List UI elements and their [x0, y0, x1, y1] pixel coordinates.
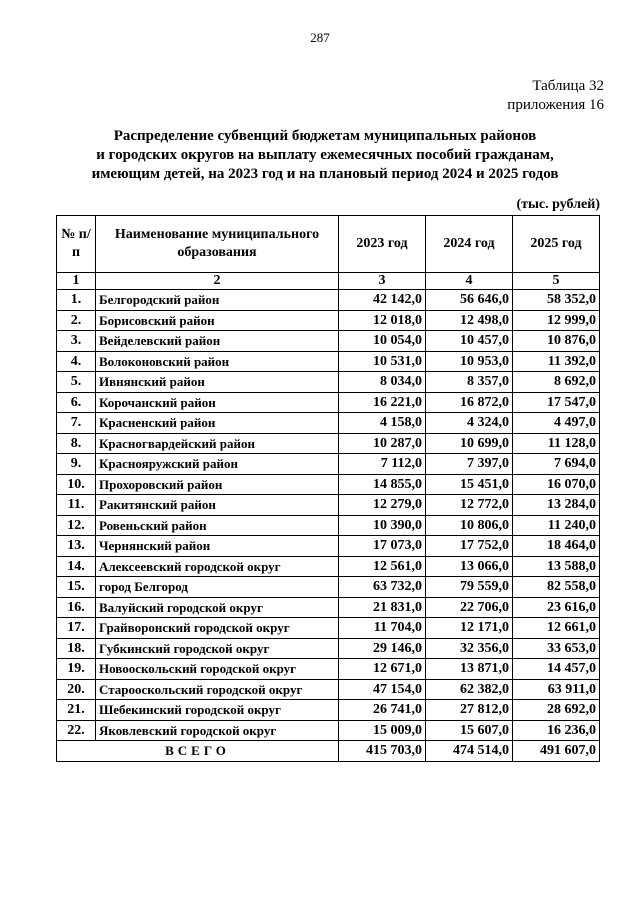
table-row	[57, 413, 600, 434]
value-2023: 12 671,0	[339, 659, 426, 680]
municipality-name: Вейделевский район	[96, 331, 339, 352]
value-2024: 22 706,0	[426, 597, 513, 618]
value-2024: 12 498,0	[426, 310, 513, 331]
municipality-name: Грайворонский городской округ	[96, 618, 339, 639]
row-number: 22.	[57, 720, 96, 741]
value-2025: 8 692,0	[513, 372, 600, 393]
row-number: 5.	[57, 372, 96, 393]
row-number: 14.	[57, 556, 96, 577]
value-2023: 26 741,0	[339, 700, 426, 721]
value-2023: 42 142,0	[339, 290, 426, 311]
value-2025: 13 284,0	[513, 495, 600, 516]
value-2023: 4 158,0	[339, 413, 426, 434]
table-ref-line-2: приложения 16	[507, 97, 604, 113]
row-number: 9.	[57, 454, 96, 475]
value-2024: 13 066,0	[426, 556, 513, 577]
value-2025: 4 497,0	[513, 413, 600, 434]
row-number: 6.	[57, 392, 96, 413]
table-row	[57, 351, 600, 372]
table-row	[57, 679, 600, 700]
municipality-name: Алексеевский городской округ	[96, 556, 339, 577]
table-row	[57, 597, 600, 618]
table-reference	[507, 77, 604, 115]
header-2023: 2023 год	[339, 216, 426, 273]
table-row	[57, 454, 600, 475]
table-row	[57, 372, 600, 393]
municipality-name: Ивнянский район	[96, 372, 339, 393]
table-row	[57, 700, 600, 721]
column-number: 1	[57, 273, 96, 290]
value-2024: 10 806,0	[426, 515, 513, 536]
table-row	[57, 536, 600, 557]
value-2024: 7 397,0	[426, 454, 513, 475]
table-row	[57, 290, 600, 311]
value-2023: 21 831,0	[339, 597, 426, 618]
value-2024: 56 646,0	[426, 290, 513, 311]
value-2023: 14 855,0	[339, 474, 426, 495]
row-number: 13.	[57, 536, 96, 557]
column-number: 3	[339, 273, 426, 290]
table-ref-line-1: Таблица 32	[532, 78, 604, 94]
value-2023: 7 112,0	[339, 454, 426, 475]
value-2023: 16 221,0	[339, 392, 426, 413]
municipality-name: Борисовский район	[96, 310, 339, 331]
column-number: 4	[426, 273, 513, 290]
title-line-2: и городских округов на выплату ежемесячных пособий гражданам,	[96, 147, 554, 163]
value-2023: 12 561,0	[339, 556, 426, 577]
value-2025: 16 070,0	[513, 474, 600, 495]
municipality-name: Губкинский городской округ	[96, 638, 339, 659]
value-2025: 63 911,0	[513, 679, 600, 700]
row-number: 16.	[57, 597, 96, 618]
row-number: 4.	[57, 351, 96, 372]
total-value-2024: 474 514,0	[426, 741, 513, 762]
value-2023: 47 154,0	[339, 679, 426, 700]
municipality-name: Старооскольский городской округ	[96, 679, 339, 700]
value-2025: 23 616,0	[513, 597, 600, 618]
total-row	[57, 741, 600, 762]
value-2023: 63 732,0	[339, 577, 426, 598]
value-2025: 82 558,0	[513, 577, 600, 598]
total-value-2025: 491 607,0	[513, 741, 600, 762]
title-line-1: Распределение субвенций бюджетам муниципальных районов	[113, 128, 537, 144]
value-2024: 13 871,0	[426, 659, 513, 680]
table-row	[57, 310, 600, 331]
row-number: 8.	[57, 433, 96, 454]
value-2025: 11 240,0	[513, 515, 600, 536]
municipality-name: Красногвардейский район	[96, 433, 339, 454]
value-2025: 18 464,0	[513, 536, 600, 557]
value-2023: 11 704,0	[339, 618, 426, 639]
value-2023: 12 018,0	[339, 310, 426, 331]
value-2024: 10 699,0	[426, 433, 513, 454]
table-row	[57, 638, 600, 659]
header-name: Наименование муниципального образования	[96, 216, 339, 273]
header-2025: 2025 год	[513, 216, 600, 273]
municipality-name: Ровеньский район	[96, 515, 339, 536]
row-number: 17.	[57, 618, 96, 639]
value-2024: 17 752,0	[426, 536, 513, 557]
table-row	[57, 577, 600, 598]
value-2024: 15 607,0	[426, 720, 513, 741]
value-2024: 32 356,0	[426, 638, 513, 659]
value-2023: 15 009,0	[339, 720, 426, 741]
table-row	[57, 433, 600, 454]
value-2025: 12 999,0	[513, 310, 600, 331]
municipality-name: Новооскольский городской округ	[96, 659, 339, 680]
value-2024: 10 457,0	[426, 331, 513, 352]
table-row	[57, 392, 600, 413]
subsidy-table	[56, 215, 600, 762]
row-number: 10.	[57, 474, 96, 495]
column-number: 2	[96, 273, 339, 290]
value-2024: 8 357,0	[426, 372, 513, 393]
value-2025: 17 547,0	[513, 392, 600, 413]
value-2025: 16 236,0	[513, 720, 600, 741]
value-2023: 10 054,0	[339, 331, 426, 352]
municipality-name: Чернянский район	[96, 536, 339, 557]
table-row	[57, 618, 600, 639]
row-number: 2.	[57, 310, 96, 331]
column-number: 5	[513, 273, 600, 290]
value-2024: 10 953,0	[426, 351, 513, 372]
value-2023: 29 146,0	[339, 638, 426, 659]
header-2024: 2024 год	[426, 216, 513, 273]
value-2024: 12 171,0	[426, 618, 513, 639]
municipality-name: Шебекинский городской округ	[96, 700, 339, 721]
value-2023: 10 531,0	[339, 351, 426, 372]
value-2025: 10 876,0	[513, 331, 600, 352]
table-row	[57, 556, 600, 577]
row-number: 11.	[57, 495, 96, 516]
value-2024: 4 324,0	[426, 413, 513, 434]
row-number: 15.	[57, 577, 96, 598]
table-header-row	[57, 216, 600, 273]
value-2023: 12 279,0	[339, 495, 426, 516]
row-number: 20.	[57, 679, 96, 700]
value-2025: 33 653,0	[513, 638, 600, 659]
municipality-name: Яковлевский городской округ	[96, 720, 339, 741]
table-row	[57, 659, 600, 680]
municipality-name: Белгородский район	[96, 290, 339, 311]
municipality-name: Красненский район	[96, 413, 339, 434]
row-number: 19.	[57, 659, 96, 680]
value-2025: 58 352,0	[513, 290, 600, 311]
table-row	[57, 720, 600, 741]
value-2025: 11 128,0	[513, 433, 600, 454]
municipality-name: Краснояружский район	[96, 454, 339, 475]
table-row	[57, 495, 600, 516]
table-row	[57, 331, 600, 352]
value-2023: 17 073,0	[339, 536, 426, 557]
row-number: 18.	[57, 638, 96, 659]
table-row	[57, 474, 600, 495]
value-2024: 27 812,0	[426, 700, 513, 721]
value-2025: 11 392,0	[513, 351, 600, 372]
municipality-name: Валуйский городской округ	[96, 597, 339, 618]
municipality-name: Корочанский район	[96, 392, 339, 413]
value-2023: 10 390,0	[339, 515, 426, 536]
column-number-row	[57, 273, 600, 290]
value-2025: 12 661,0	[513, 618, 600, 639]
municipality-name: город Белгород	[96, 577, 339, 598]
value-2025: 28 692,0	[513, 700, 600, 721]
row-number: 7.	[57, 413, 96, 434]
municipality-name: Ракитянский район	[96, 495, 339, 516]
value-2024: 15 451,0	[426, 474, 513, 495]
table-row	[57, 515, 600, 536]
value-2024: 79 559,0	[426, 577, 513, 598]
row-number: 12.	[57, 515, 96, 536]
units-label: (тыс. рублей)	[516, 197, 600, 212]
header-num: № п/п	[57, 216, 96, 273]
row-number: 3.	[57, 331, 96, 352]
document-title	[60, 127, 590, 184]
row-number: 1.	[57, 290, 96, 311]
value-2025: 13 588,0	[513, 556, 600, 577]
value-2023: 10 287,0	[339, 433, 426, 454]
municipality-name: Волоконовский район	[96, 351, 339, 372]
value-2024: 62 382,0	[426, 679, 513, 700]
total-value-2023: 415 703,0	[339, 741, 426, 762]
value-2024: 12 772,0	[426, 495, 513, 516]
row-number: 21.	[57, 700, 96, 721]
total-label: ВСЕГО	[57, 741, 339, 762]
value-2025: 14 457,0	[513, 659, 600, 680]
title-line-3: имеющим детей, на 2023 год и на плановый период 2024 и 2025 годов	[91, 166, 559, 182]
value-2023: 8 034,0	[339, 372, 426, 393]
value-2024: 16 872,0	[426, 392, 513, 413]
municipality-name: Прохоровский район	[96, 474, 339, 495]
value-2025: 7 694,0	[513, 454, 600, 475]
page-number: 287	[310, 30, 330, 45]
